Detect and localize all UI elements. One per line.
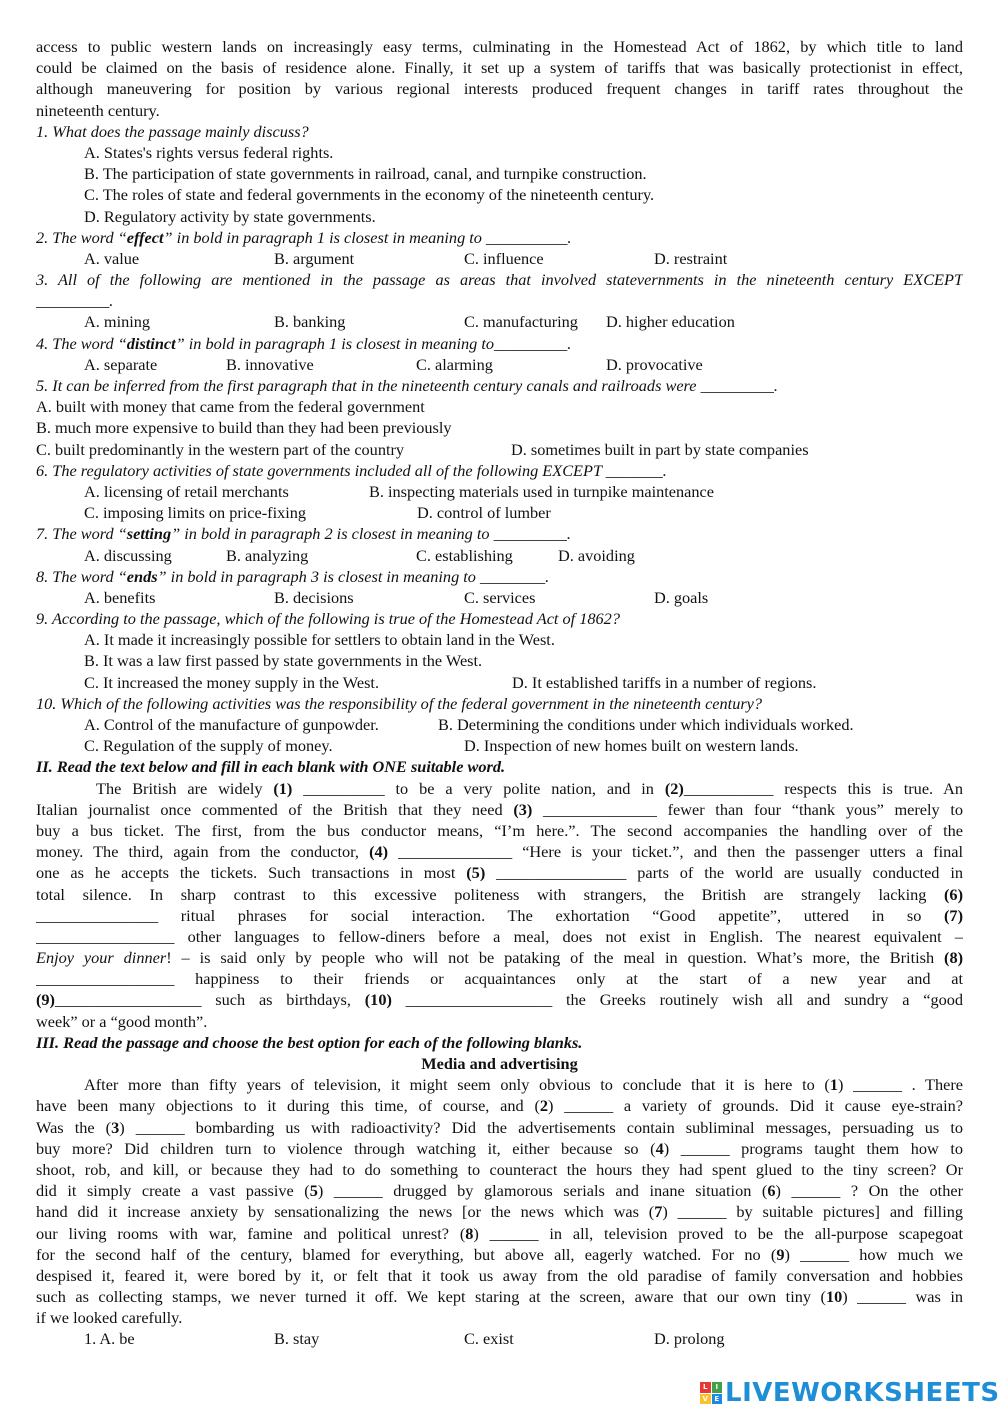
text: ) ______ by suitable pictures] and filling — [662, 1202, 963, 1222]
text: buy more? Did children turn to violence through watching it, either because so ( — [36, 1138, 656, 1158]
blank-number: (9) — [36, 990, 55, 1010]
options-row — [36, 481, 963, 502]
stem-suffix: ” in bold in paragraph 1 is closest in meaning to __________. — [163, 227, 572, 247]
cloze-line: buy a bus ticket. The first, from the bus conductor means, “I’m here.”. The second accompanies the handling over of the — [36, 820, 963, 840]
passage-line — [36, 1095, 963, 1116]
text: did it simply create a vast passive ( — [36, 1181, 310, 1201]
question-stem: 6. The regulatory activities of state governments included all of the following EXCEPT _______. — [36, 460, 667, 480]
passage-title: Media and advertising — [421, 1054, 578, 1073]
text: ) ______ ? On the other — [775, 1181, 963, 1201]
text: ) ______ a variety of grounds. Did it cause eye-strain? — [548, 1096, 963, 1116]
option-d[interactable]: D. sometimes built in part by state companies — [511, 439, 809, 459]
passage-line: despised it, feared it, were bored by it, or felt that it took us away from the old paradise of family conversation and hobbies — [36, 1265, 963, 1285]
blank-number: (6) — [944, 884, 963, 904]
cloze-line — [36, 947, 963, 968]
blank-number: 1 — [829, 1075, 838, 1095]
question-stem — [36, 333, 963, 354]
option-b[interactable]: B. The participation of state governments in railroad, canal, and turnpike construction. — [84, 164, 647, 184]
blank-number: 6 — [767, 1181, 776, 1201]
badge-letter: V — [700, 1394, 711, 1405]
blank-number: (2) — [664, 778, 684, 798]
text: __________ to be a very polite nation, and in — [292, 778, 665, 798]
option-d[interactable]: D. Inspection of new homes built on western lands. — [464, 736, 799, 756]
option-a[interactable]: A. mining — [84, 312, 151, 332]
option-c[interactable]: C. imposing limits on price-fixing — [84, 503, 307, 523]
intro-line: could be claimed on the basis of residence alone. Finally, it set up a system of tariffs that was basically protectionist in effect, — [36, 58, 963, 78]
question-8 — [36, 566, 963, 608]
logo-badge-icon — [700, 1382, 722, 1404]
options-row — [36, 354, 963, 375]
liveworksheets-logo — [700, 1378, 1000, 1408]
passage-line — [36, 1286, 963, 1307]
text: one as he accepts the tickets. Such transactions in most — [36, 863, 467, 883]
option-a[interactable]: A. separate — [84, 354, 158, 374]
text: total silence. In sharp contrast to this excessive politeness with strangers, the British are strangely lacking — [36, 884, 945, 904]
option-d[interactable]: D. It established tariffs in a number of regions. — [512, 672, 817, 692]
cloze-line — [36, 884, 963, 905]
option-c[interactable]: C. The roles of state and federal governments in the economy of the nineteenth century. — [84, 185, 655, 205]
option-a[interactable]: A. built with money that came from the federal government — [36, 397, 425, 417]
option-d[interactable]: D. provocative — [606, 354, 703, 374]
part-2-section — [36, 756, 963, 1031]
key-word: distinct — [126, 333, 176, 353]
blank-number: (5) — [466, 863, 486, 883]
text: our living rooms with war, famine and political unrest? ( — [36, 1223, 466, 1243]
question-2 — [36, 227, 963, 269]
stem-suffix: ” in bold in paragraph 3 is closest in meaning to ________. — [157, 566, 550, 586]
option-d[interactable]: D. goals — [654, 587, 709, 607]
badge-letter: I — [712, 1382, 723, 1393]
option-b[interactable]: B. It was a law first passed by state governments in the West. — [84, 651, 483, 671]
option-b[interactable]: B. inspecting materials used in turnpike maintenance — [369, 481, 714, 501]
badge-letter: L — [700, 1382, 711, 1393]
option-d[interactable]: D. Regulatory activity by state governments. — [84, 206, 376, 226]
intro-line: nineteenth century. — [36, 100, 160, 120]
logo-text: LIVEWORKSHEETS — [725, 1378, 1000, 1408]
options-row — [36, 545, 963, 566]
text: such as collecting stamps, we never turned it off. We kept staring at the screen, aware that our own tiny ( — [36, 1287, 826, 1307]
stem-prefix: 2. The word “ — [36, 227, 127, 247]
cloze-line — [36, 905, 963, 926]
cloze-line — [36, 989, 963, 1010]
text: hand did it increase anxiety by sensationalizing the news [or the news which was ( — [36, 1202, 655, 1222]
text: _________________ happiness to their friends or acquaintances only at the start of a new year and at — [36, 969, 963, 989]
option-d[interactable]: D. prolong — [654, 1329, 725, 1349]
section-heading: II. Read the text below and fill in each blank with ONE suitable word. — [36, 757, 506, 777]
cloze-line: week” or a “good month”. — [36, 1011, 208, 1031]
question-stem: 9. According to the passage, which of the following is true of the Homestead Act of 1862? — [36, 609, 620, 629]
stem-prefix: 4. The word “ — [36, 333, 127, 353]
text: money. The third, again from the conductor, — [36, 842, 370, 862]
cloze-line — [36, 778, 963, 799]
option-c[interactable]: C. influence — [464, 248, 544, 268]
blank-number: (8) — [944, 948, 963, 968]
cloze-line — [36, 799, 963, 820]
option-b[interactable]: B. decisions — [274, 587, 354, 607]
text: __________________ such as birthdays, — [54, 990, 365, 1010]
italic-phrase: Enjoy your dinner — [36, 948, 167, 968]
text: ______________ fewer than four “thank yous” merely to — [532, 799, 963, 819]
text: _________________ other languages to fellow-diners before a meal, does not exist in English. The nearest equivalent – — [36, 926, 963, 946]
blank-number: (7) — [944, 905, 963, 925]
options-row — [36, 439, 963, 460]
options-row — [36, 735, 963, 756]
question-1 — [36, 121, 963, 227]
question-4 — [36, 333, 963, 375]
text: shoot, rob, and kill, or because they had to do something to counteract the hours they had spent glued to the tiny screen? Or — [36, 1159, 963, 1179]
question-stem: 5. It can be inferred from the first paragraph that in the nineteenth century canals and railroads were _________. — [36, 376, 778, 395]
question-9 — [36, 608, 963, 693]
blank-number: 5 — [309, 1181, 318, 1201]
option-b[interactable]: B. analyzing — [226, 545, 309, 565]
question-blank: _________. — [36, 291, 114, 311]
text: After more than fifty years of television, it might seem only obvious to conclude that it is here to ( — [84, 1075, 830, 1095]
intro-paragraph — [36, 36, 963, 121]
option-d[interactable]: D. avoiding — [558, 545, 635, 565]
passage-line — [36, 1117, 963, 1138]
text: ) ______ how much we — [784, 1244, 963, 1264]
passage-line — [36, 1180, 963, 1201]
question-stem — [36, 566, 963, 587]
key-word: effect — [126, 227, 164, 247]
stem-prefix: 8. The word “ — [36, 566, 127, 586]
options-row — [36, 311, 963, 332]
option-c[interactable]: C. alarming — [416, 354, 493, 374]
key-word: setting — [126, 524, 172, 544]
option-b[interactable]: B. much more expensive to build than they had been previously — [36, 418, 452, 438]
question-7 — [36, 523, 963, 565]
option-d[interactable]: D. higher education — [606, 312, 735, 332]
passage-line — [36, 1159, 963, 1180]
option-a[interactable]: A. value — [84, 248, 140, 268]
option-b[interactable]: B. banking — [274, 312, 346, 332]
question-10 — [36, 693, 963, 757]
stem-suffix: ” in bold in paragraph 1 is closest in meaning to_________. — [175, 333, 572, 353]
text: __________________ the Greeks routinely wish all and sundry a “good — [391, 990, 963, 1010]
text: for the second half of the century, blamed for everything, but above all, eagerly watched. For no ( — [36, 1244, 777, 1264]
option-c[interactable]: C. Regulation of the supply of money. — [84, 736, 333, 756]
blank-number: 7 — [654, 1202, 663, 1222]
blank-number: 4 — [655, 1138, 664, 1158]
option-a[interactable]: A. discussing — [84, 545, 172, 565]
option-b[interactable]: B. argument — [274, 248, 355, 268]
option-c[interactable]: C. It increased the money supply in the West. — [84, 672, 380, 692]
text: Was the ( — [36, 1117, 112, 1137]
intro-line: although maneuvering for position by various regional interests produced frequent changes in tariff rates throughout the — [36, 79, 963, 99]
question-stem: 10. Which of the following activities was the responsibility of the federal government in the nineteenth century? — [36, 693, 763, 713]
option-a[interactable]: A. It made it increasingly possible for settlers to obtain land in the West. — [84, 630, 555, 650]
question-6 — [36, 460, 963, 524]
question-5 — [36, 375, 963, 460]
question-stem — [36, 523, 963, 544]
question-3 — [36, 269, 963, 333]
text: ) ______ drugged by glamorous serials and inane situation ( — [317, 1181, 768, 1201]
passage-line: if we looked carefully. — [36, 1308, 183, 1328]
blank-number: (4) — [369, 842, 389, 862]
text: ) ______ bombarding us with radioactivity? Did the advertisements contain subliminal messages, persuading us to — [119, 1117, 963, 1137]
blank-number: 10 — [825, 1287, 843, 1307]
blank-number: (10) — [364, 990, 392, 1010]
option-a[interactable]: A. benefits — [84, 587, 156, 607]
text: ________________ parts of the world are usually conducted in — [485, 863, 963, 883]
passage-line — [36, 1244, 963, 1265]
question-stem: 3. All of the following are mentioned in the passage as areas that involved statevernments in the nineteenth century EXCEPT — [36, 270, 963, 290]
option-a[interactable]: 1. A. be — [84, 1329, 135, 1349]
options-row — [36, 502, 963, 523]
option-c[interactable]: C. establishing — [416, 545, 513, 565]
option-d[interactable]: D. restraint — [654, 248, 728, 268]
options-row — [36, 672, 963, 693]
question-stem — [36, 227, 963, 248]
blank-number: (1) — [273, 778, 293, 798]
cloze-line — [36, 968, 963, 989]
option-c[interactable]: C. manufacturing — [464, 312, 578, 332]
passage-line — [36, 1074, 963, 1095]
cloze-line — [36, 926, 963, 947]
badge-letter: E — [712, 1394, 723, 1405]
intro-line: access to public western lands on increasingly easy terms, culminating in the Homestead Act of 1862, by which title to land — [36, 37, 963, 56]
blank-number: (3) — [513, 799, 533, 819]
options-row — [36, 1328, 963, 1349]
option-c[interactable]: C. exist — [464, 1329, 514, 1349]
blank-number: 9 — [776, 1244, 785, 1264]
cloze-line — [36, 862, 963, 883]
option-c[interactable]: C. services — [464, 587, 536, 607]
passage-line — [36, 1201, 963, 1222]
text: ) ______ programs taught them how to — [663, 1138, 963, 1158]
option-b[interactable]: B. stay — [274, 1329, 320, 1349]
options-row — [36, 587, 963, 608]
text: ) ______ was in — [842, 1287, 963, 1307]
text: have been many objections to it during this time, of course, and ( — [36, 1096, 540, 1116]
text: Italian journalist once commented of the British that they need — [36, 799, 514, 819]
text: ______________ “Here is your ticket.”, and then the passenger utters a final — [388, 842, 963, 862]
options-row — [36, 714, 963, 735]
option-b[interactable]: B. Determining the conditions under which individuals worked. — [438, 715, 854, 734]
text: ) ______ in all, television proved to be the all-purpose scapegoat — [473, 1223, 963, 1243]
option-a[interactable]: A. licensing of retail merchants — [84, 481, 289, 501]
text: ! – is said only by people who will not be pataking of the meal in question. What’s more, the British — [166, 948, 945, 968]
option-b[interactable]: B. innovative — [226, 354, 314, 374]
stem-prefix: 7. The word “ — [36, 524, 127, 544]
part-3-section — [36, 1032, 963, 1350]
option-d[interactable]: D. control of lumber — [417, 503, 551, 523]
stem-suffix: ” in bold in paragraph 2 is closest in meaning to _________. — [171, 524, 571, 544]
blank-number: 8 — [465, 1223, 474, 1243]
passage-line — [36, 1223, 963, 1244]
text: ___________ respects this is true. An — [683, 778, 963, 798]
option-a[interactable]: A. Control of the manufacture of gunpowder. — [84, 715, 379, 734]
key-word: ends — [126, 566, 158, 586]
question-stem: 1. What does the passage mainly discuss? — [36, 121, 309, 141]
cloze-line — [36, 841, 963, 862]
text: ) ______ . There — [837, 1075, 963, 1095]
text: _______________ ritual phrases for social interaction. The exhortation “Good appetite”, uttered in so — [36, 905, 945, 925]
text: The British are widely — [96, 778, 274, 798]
option-c[interactable]: C. built predominantly in the western part of the country — [36, 439, 405, 459]
options-row — [36, 248, 963, 269]
option-a[interactable]: A. States's rights versus federal rights. — [84, 142, 334, 162]
blank-number: 2 — [539, 1096, 549, 1116]
section-heading: III. Read the passage and choose the best option for each of the following blanks. — [36, 1032, 583, 1052]
blank-number: 3 — [111, 1117, 120, 1137]
worksheet-page — [36, 36, 963, 1350]
passage-line — [36, 1138, 963, 1159]
